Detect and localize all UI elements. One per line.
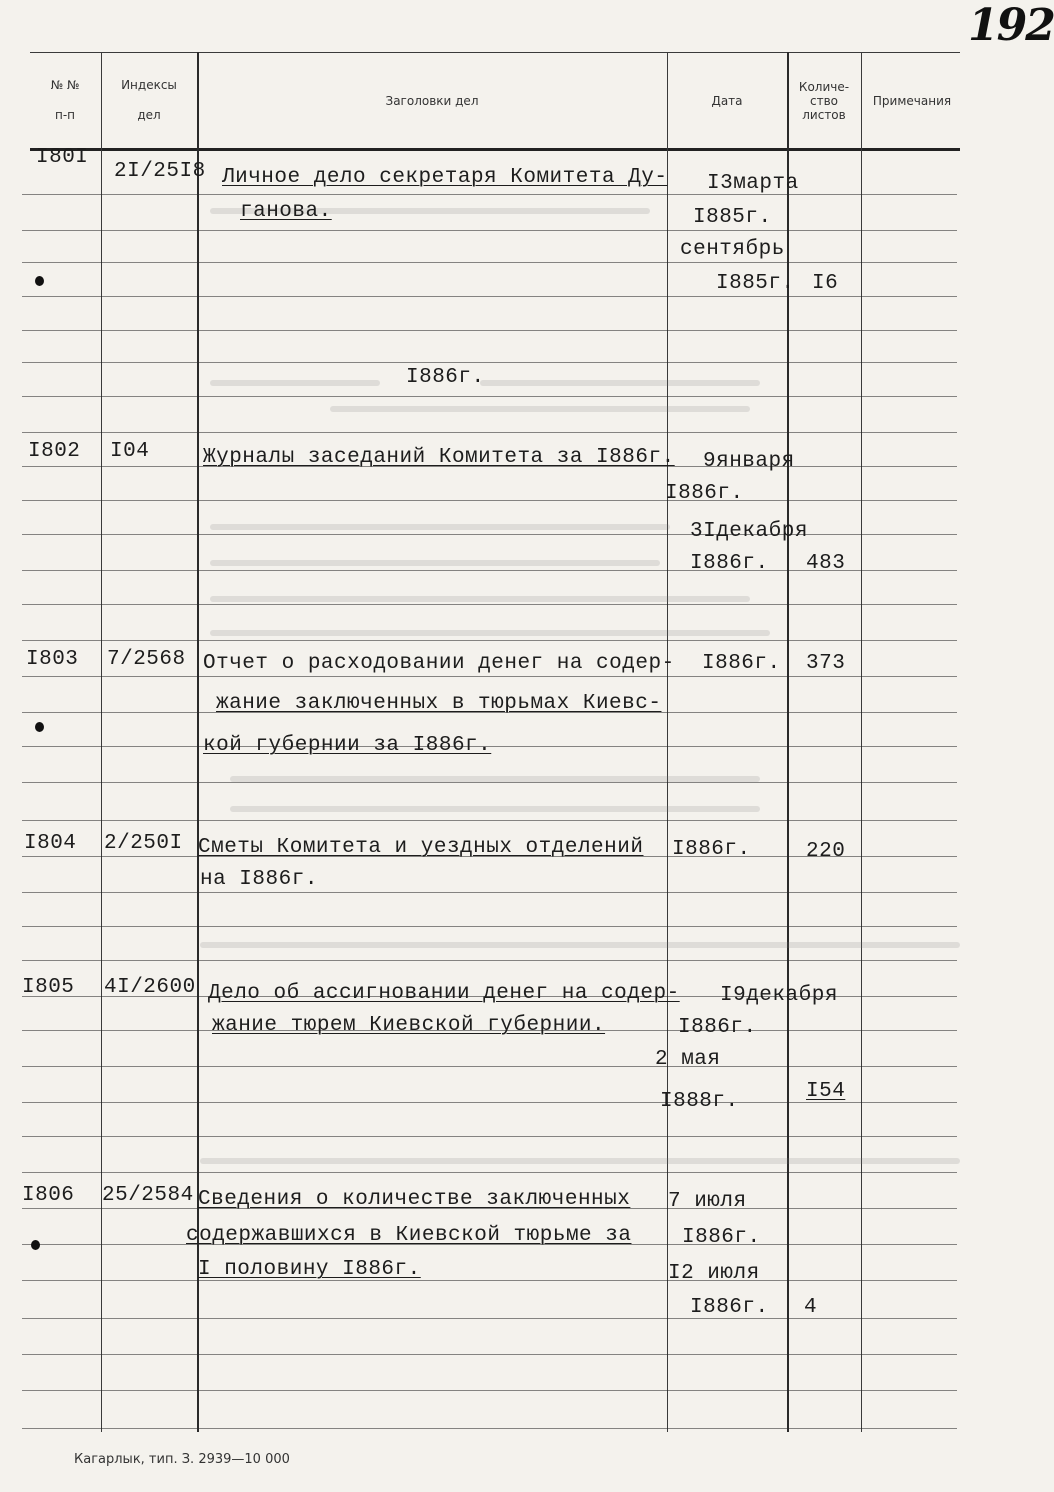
record-sheet-count: I6 — [812, 272, 839, 295]
ruled-line — [22, 960, 957, 961]
carbon-smudge — [210, 560, 660, 566]
record-number: I806 — [22, 1184, 75, 1207]
record-date-line: I886г. — [682, 1226, 761, 1249]
record-date-line: I2 июля — [668, 1262, 760, 1285]
ruled-line — [22, 820, 957, 821]
ruled-line — [22, 1136, 957, 1137]
record-sheet-count: I54 — [806, 1080, 846, 1103]
record-index: 2I/25I8 — [114, 160, 206, 183]
carbon-smudge — [210, 380, 380, 386]
record-title-line: ганова. — [240, 200, 332, 223]
header-bottom-rule — [30, 148, 960, 151]
col-rule-3 — [667, 52, 668, 1432]
record-sheet-count: 483 — [806, 552, 846, 575]
ruled-line — [22, 676, 957, 677]
carbon-smudge — [330, 406, 750, 412]
record-date-line: I886г. — [690, 552, 769, 575]
record-title-line: на I886г. — [200, 868, 318, 891]
record-index: 7/2568 — [107, 648, 186, 671]
header-count-line1: Количе- — [798, 80, 850, 94]
record-date-line: 3Iдекабря — [690, 520, 808, 543]
record-title-line: Журналы заседаний Комитета за I886г. — [203, 446, 675, 469]
header-index-line2: дел — [137, 108, 161, 122]
ruled-line — [22, 1354, 957, 1355]
ruled-line — [22, 782, 957, 783]
ruled-line — [22, 640, 957, 641]
record-date-line: 7 июля — [668, 1190, 747, 1213]
page-number: 192 — [968, 0, 1054, 51]
carbon-smudge — [210, 630, 770, 636]
record-index: 2/250I — [104, 832, 183, 855]
printer-imprint: Кагарлык, тип. З. 2939—10 000 — [74, 1452, 290, 1467]
ruled-line — [22, 362, 957, 363]
ruled-line — [22, 604, 957, 605]
record-number: I803 — [26, 648, 79, 671]
col-rule-5 — [861, 52, 862, 1432]
record-sheet-count: 373 — [806, 652, 846, 675]
header-top-rule — [30, 52, 960, 53]
record-title-line: Сведения о количестве заключенных — [198, 1188, 631, 1211]
header-sheet-count — [788, 80, 860, 122]
ruled-line — [22, 1280, 957, 1281]
carbon-smudge — [230, 776, 760, 782]
binding-hole-mark — [35, 276, 44, 286]
record-extra-year: I886г. — [406, 366, 485, 389]
record-index: 25/2584 — [102, 1184, 194, 1207]
ruled-line — [22, 432, 957, 433]
ruled-line — [22, 296, 957, 297]
record-number: I804 — [24, 832, 77, 855]
ruled-line — [22, 892, 957, 893]
record-index: I04 — [110, 440, 150, 463]
header-number-line1: № № — [50, 78, 80, 92]
record-sheet-count: 220 — [806, 840, 846, 863]
record-date-line: I3марта — [707, 172, 799, 195]
header-index-line1: Индексы — [121, 78, 177, 92]
ruled-line — [22, 194, 957, 195]
record-title-line: Отчет о расходовании денег на содер- — [203, 652, 675, 675]
ruled-line — [22, 1066, 957, 1067]
record-date-line: 9января — [703, 450, 795, 473]
record-title-line: Сметы Комитета и уездных отделений — [198, 836, 644, 859]
record-sheet-count: 4 — [804, 1296, 818, 1319]
ruled-line — [22, 1172, 957, 1173]
ruled-line — [22, 534, 957, 535]
record-date-line: I888г. — [660, 1090, 739, 1113]
record-title-line: жание заключенных в тюрьмах Киевс- — [216, 692, 662, 715]
record-date-line: I9декабря — [720, 984, 838, 1007]
record-number: I805 — [22, 976, 75, 999]
record-title-line: кой губернии за I886г. — [203, 734, 492, 757]
record-date-line: I886г. — [690, 1296, 769, 1319]
record-title-line: жание тюрем Киевской губернии. — [212, 1014, 606, 1037]
record-title-line: содержавшихся в Киевской тюрьме за — [186, 1224, 632, 1247]
carbon-smudge — [210, 524, 670, 530]
record-date-line: I886г. — [702, 652, 781, 675]
record-date-line: I885г. — [693, 206, 772, 229]
col-rule-1 — [101, 52, 102, 1432]
record-number: I80I — [36, 146, 89, 169]
record-title-line: I половину I886г. — [198, 1258, 421, 1281]
record-date-line: I886г. — [665, 482, 744, 505]
ruled-line — [22, 1390, 957, 1391]
ruled-line — [22, 262, 957, 263]
header-number-line2: п-п — [54, 108, 76, 122]
ruled-line — [22, 396, 957, 397]
col-rule-4 — [787, 52, 789, 1432]
record-date-line: сентябрь — [680, 238, 785, 261]
ruled-line — [22, 230, 957, 231]
record-date-line: I886г. — [672, 838, 751, 861]
ruled-line — [22, 1428, 957, 1429]
header-notes: Примечания — [872, 94, 952, 108]
record-date-line: I886г. — [678, 1016, 757, 1039]
binding-hole-mark — [31, 1240, 40, 1250]
carbon-smudge — [200, 942, 960, 948]
record-date-line: 2 мая — [655, 1048, 721, 1071]
carbon-smudge — [200, 1158, 960, 1164]
header-count-line2: ство — [809, 94, 838, 108]
header-date: Дата — [711, 94, 743, 108]
ruled-line — [22, 926, 957, 927]
header-index — [102, 78, 196, 122]
carbon-smudge — [230, 806, 760, 812]
ruled-line — [22, 330, 957, 331]
record-title-line: Дело об ассигновании денег на содер- — [208, 982, 680, 1005]
binding-hole-mark — [35, 722, 44, 732]
ruled-line — [22, 500, 957, 501]
header-titles: Заголовки дел — [385, 94, 479, 108]
carbon-smudge — [210, 596, 750, 602]
carbon-smudge — [480, 380, 760, 386]
header-count-line3: листов — [802, 108, 846, 122]
record-number: I802 — [28, 440, 81, 463]
record-index: 4I/2600 — [104, 976, 196, 999]
record-date-line: I885г. — [716, 272, 795, 295]
record-title-line: Личное дело секретаря Комитета Ду- — [222, 166, 668, 189]
header-number — [30, 78, 100, 122]
